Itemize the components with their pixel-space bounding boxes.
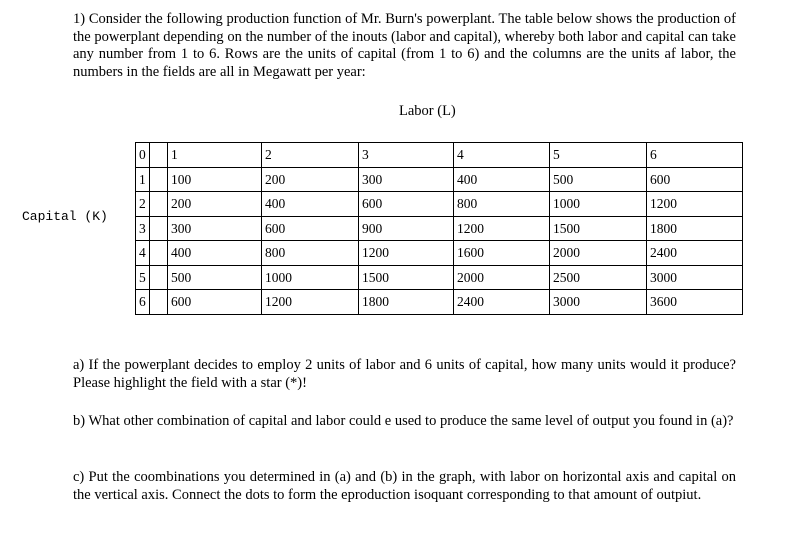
capital-row-label: 2 [136,192,168,217]
question-a: a) If the powerplant decides to employ 2 units of labor and 6 units of capital, how many units would it produce? Please highlight the field with a star (*)! [73,357,736,391]
capital-row-label: 5 [136,265,168,290]
table-cell: 100 [168,167,262,192]
capital-row-label: 4 [136,241,168,266]
capital-axis-label: Capital (K) [22,209,108,224]
question-c: c) Put the coombinations you determined in (a) and (b) in the graph, with labor on horizontal axis and capital on the vertical axis. Connect the dots to form the eproduction isoquant corresponding to that amount of outpiut. [73,469,736,503]
table-cell: 200 [262,167,359,192]
capital-row-label: 1 [136,167,168,192]
table-row [136,290,743,315]
table-cell: 1200 [359,241,454,266]
labor-header-cell: 1 [168,143,262,168]
question-b: b) What other combination of capital and labor could e used to produce the same level of output you found in (a)? [73,413,734,429]
table-cell: 800 [454,192,550,217]
table-cell: 400 [454,167,550,192]
labor-header-cell: 5 [550,143,647,168]
capital-row-label: 3 [136,216,168,241]
table-cell: 800 [262,241,359,266]
table-row [136,192,743,217]
table-cell: 3000 [647,265,743,290]
labor-header-cell: 6 [647,143,743,168]
table-cell: 500 [550,167,647,192]
table-cell: 3600 [647,290,743,315]
labor-axis-label: Labor (L) [399,103,456,119]
table-cell: 600 [647,167,743,192]
table-cell: 1000 [550,192,647,217]
table-cell: 400 [168,241,262,266]
table-cell: 600 [262,216,359,241]
labor-header-cell: 2 [262,143,359,168]
table-cell: 1000 [262,265,359,290]
table-row [136,216,743,241]
table-corner-cell: 0 [136,143,168,168]
table-cell: 900 [359,216,454,241]
table-cell: 1500 [359,265,454,290]
table-cell: 3000 [550,290,647,315]
table-cell: 1800 [647,216,743,241]
table-cell: 400 [262,192,359,217]
table-header-row [136,143,743,168]
table-cell: 500 [168,265,262,290]
capital-row-label: 6 [136,290,168,315]
table-cell: 200 [168,192,262,217]
labor-header-cell: 3 [359,143,454,168]
table-row [136,241,743,266]
problem-intro: 1) Consider the following production function of Mr. Burn's powerplant. The table below shows the production of the powerplant depending on the number of the inouts (labor and capital), whereby both labor and capital can take any number from 1 to 6. Rows are the units of capital (from 1 to 6) and the columns are the units af labor, the numbers in the fields are all in Megawatt per year: [73,11,736,80]
table-row [136,167,743,192]
labor-header-cell: 4 [454,143,550,168]
table-cell: 1200 [262,290,359,315]
table-cell: 2000 [550,241,647,266]
table-cell: 2400 [454,290,550,315]
table-cell: 600 [168,290,262,315]
table-cell: 600 [359,192,454,217]
table-cell: 300 [168,216,262,241]
table-cell: 2000 [454,265,550,290]
table-cell: 2400 [647,241,743,266]
table-cell: 2500 [550,265,647,290]
table-cell: 1500 [550,216,647,241]
table-row [136,265,743,290]
production-table [135,142,743,315]
table-cell: 300 [359,167,454,192]
table-cell: 1200 [647,192,743,217]
table-cell: 1800 [359,290,454,315]
table-cell: 1200 [454,216,550,241]
table-cell: 1600 [454,241,550,266]
